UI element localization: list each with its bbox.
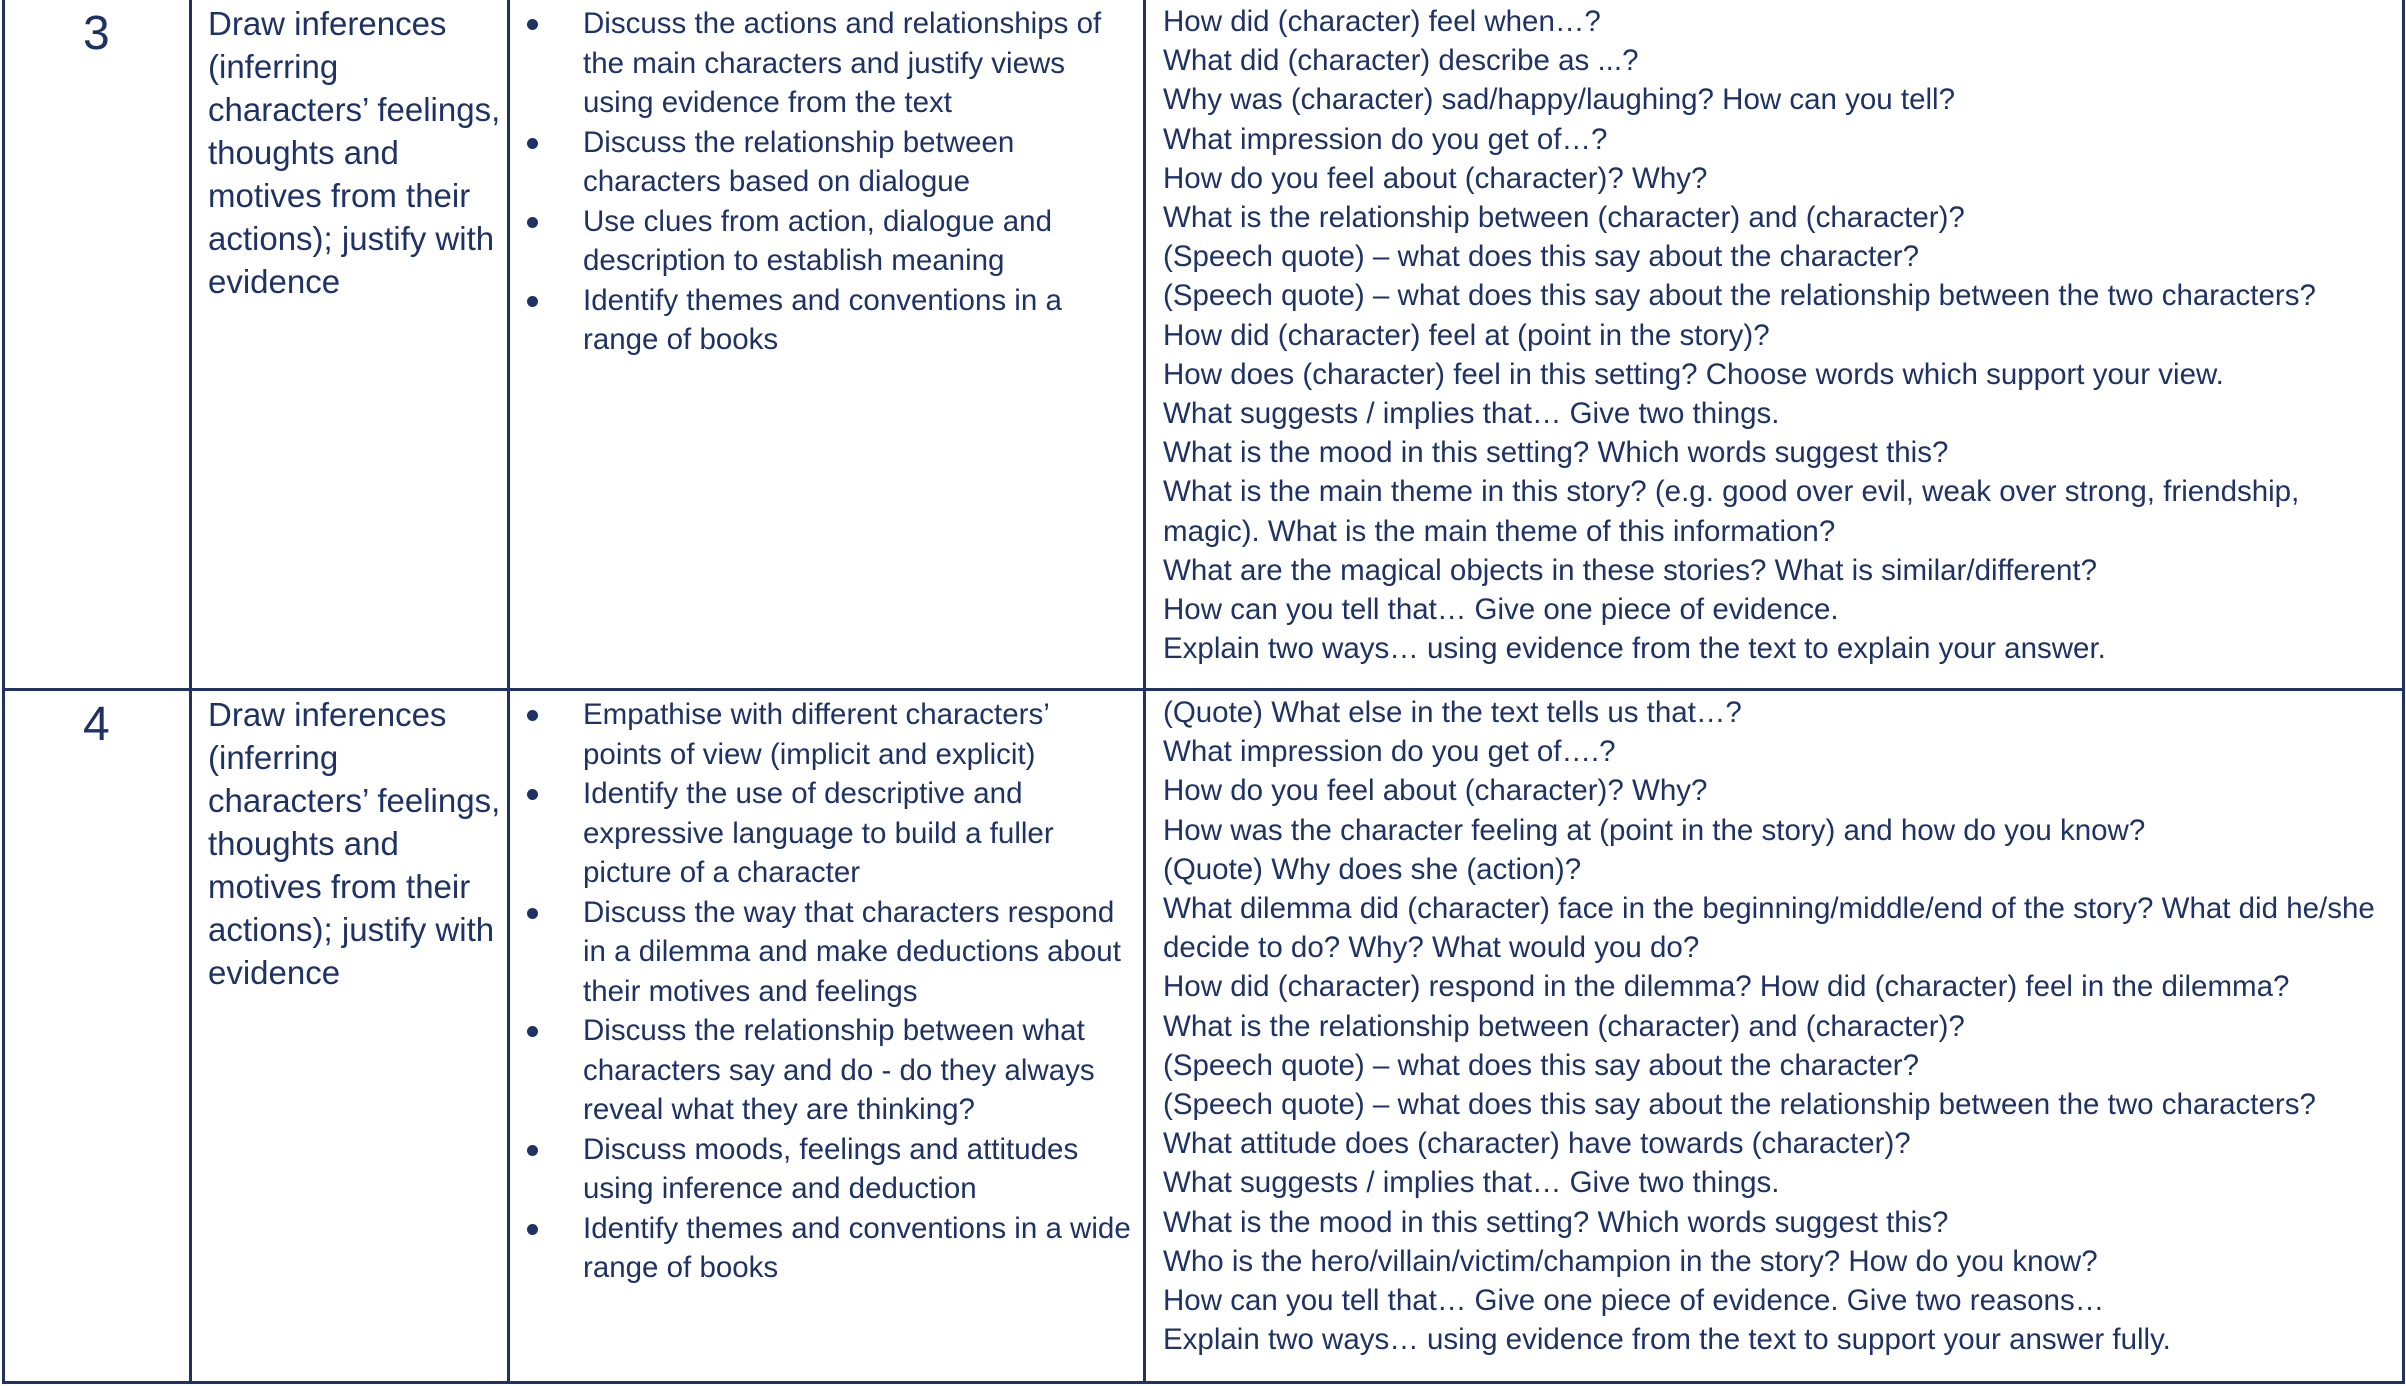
bullet-icon [527,774,539,814]
number-cell [5,0,189,688]
list-item [510,893,1142,1012]
question-item: What attitude does (character) have towards (character)? [1163,1127,1911,1161]
question-item: What is the main theme in this story? (e.g. good over evil, weak over strong, friendship, magic). What is the main theme of this information? [1163,475,2300,548]
question-item: What suggests / implies that… Give two things. [1163,397,1780,431]
question-item: How did (character) feel when…? [1163,5,1601,38]
objective-text: Discuss the way that characters respond in a dilemma and make deductions about their motives and feelings [583,895,1121,1008]
objective-text: Use clues from action, dialogue and description to establish meaning [583,204,1052,277]
list-item [510,4,1142,123]
row-number: 4 [83,698,110,751]
question-item: Explain two ways… using evidence from the text to support your answer fully. [1163,1323,2171,1357]
bullet-icon [527,281,539,321]
question-item: What is the mood in this setting? Which words suggest this? [1163,1205,1949,1239]
question-item: (Quote) What else in the text tells us that…? [1163,696,1742,729]
question-item: What suggests / implies that… Give two things. [1163,1166,1780,1200]
list-item [510,281,1142,360]
list-item [510,202,1142,281]
question-item: (Speech quote) – what does this say about the character? [1163,1048,1919,1082]
question-item: Explain two ways… using evidence from the text to explain your answer. [1163,632,2106,666]
objective-text: Discuss the relationship between characters based on dialogue [583,125,1015,198]
question-item: What is the relationship between (character) and (character)? [1163,201,1965,235]
questions-list [1163,2,2382,668]
objective-text: Empathise with different characters’ points of view (implicit and explicit) [583,698,1049,771]
question-item: What are the magical objects in these stories? What is similar/different? [1163,553,2098,587]
questions-list [1163,693,2382,1359]
question-item: (Speech quote) – what does this say about the relationship between the two characters? [1163,279,2316,313]
question-item: What is the relationship between (character) and (character)? [1163,1009,1965,1043]
question-item: (Speech quote) – what does this say about the relationship between the two characters? [1163,1088,2316,1122]
question-item: How can you tell that… Give one piece of evidence. [1163,593,1839,627]
questions-cell [1143,691,2402,1381]
question-item: How can you tell that… Give one piece of evidence. Give two reasons… [1163,1284,2105,1318]
number-cell [5,691,189,1381]
question-item: How do you feel about (character)? Why? [1163,774,1708,808]
question-item: (Quote) Why does she (action)? [1163,852,1582,886]
bullet-icon [527,1130,539,1170]
list-item [510,1011,1142,1130]
question-item: How was the character feeling at (point in the story) and how do you know? [1163,813,2146,847]
bullet-icon [527,202,539,242]
question-item: Why was (character) sad/happy/laughing? How can you tell? [1163,83,1955,117]
reading-skills-table [2,0,2405,1384]
objectives-cell [507,691,1143,1381]
question-item: How does (character) feel in this setting? Choose words which support your view. [1163,357,2224,391]
objective-text: Identify the use of descriptive and expressive language to build a fuller picture of a character [583,777,1054,889]
objective-text: Discuss the relationship between what characters say and do - do they always reveal what they are thinking? [583,1014,1095,1126]
bullet-icon [527,4,539,44]
skill-text: Draw inferences (inferring characters’ feelings, thoughts and motives from their actions); justify with evidence [208,696,501,991]
questions-cell [1143,0,2402,688]
list-item [510,1209,1142,1288]
question-item: (Speech quote) – what does this say about the character? [1163,240,1919,274]
bullet-icon [527,695,539,735]
list-item [510,774,1142,893]
question-item: What impression do you get of….? [1163,735,1616,769]
list-item [510,695,1142,774]
bullet-icon [527,893,539,933]
question-item: How did (character) feel at (point in the story)? [1163,318,1770,352]
objectives-cell [507,0,1143,688]
question-item: What is the mood in this setting? Which words suggest this? [1163,436,1949,470]
objective-text: Discuss the actions and relationships of the main characters and justify views using evidence from the text [583,7,1102,119]
objective-text: Identify themes and conventions in a range of books [583,283,1062,356]
question-item: How do you feel about (character)? Why? [1163,161,1708,195]
bullet-icon [527,123,539,163]
question-item: How did (character) respond in the dilemma? How did (character) feel in the dilemma? [1163,970,2290,1004]
question-item: What dilemma did (character) face in the beginning/middle/end of the story? What did he/she decide to do? Why? What would you do? [1163,892,2375,965]
skill-cell [189,691,507,1381]
row-number: 3 [83,7,110,60]
table-row [5,691,2402,1381]
skill-cell [189,0,507,688]
list-item [510,123,1142,202]
list-item [510,1130,1142,1209]
objectives-list [510,695,1142,1288]
bullet-icon [527,1209,539,1249]
objective-text: Identify themes and conventions in a wide range of books [583,1211,1131,1284]
question-item: What impression do you get of…? [1163,122,1608,156]
skill-text: Draw inferences (inferring characters’ feelings, thoughts and motives from their actions); justify with evidence [208,5,501,300]
bullet-icon [527,1011,539,1051]
table-row [5,0,2402,691]
objective-text: Discuss moods, feelings and attitudes using inference and deduction [583,1132,1079,1205]
question-item: Who is the hero/villain/victim/champion in the story? How do you know? [1163,1244,2098,1278]
question-item: What did (character) describe as ...? [1163,44,1639,78]
objectives-list [510,4,1142,360]
